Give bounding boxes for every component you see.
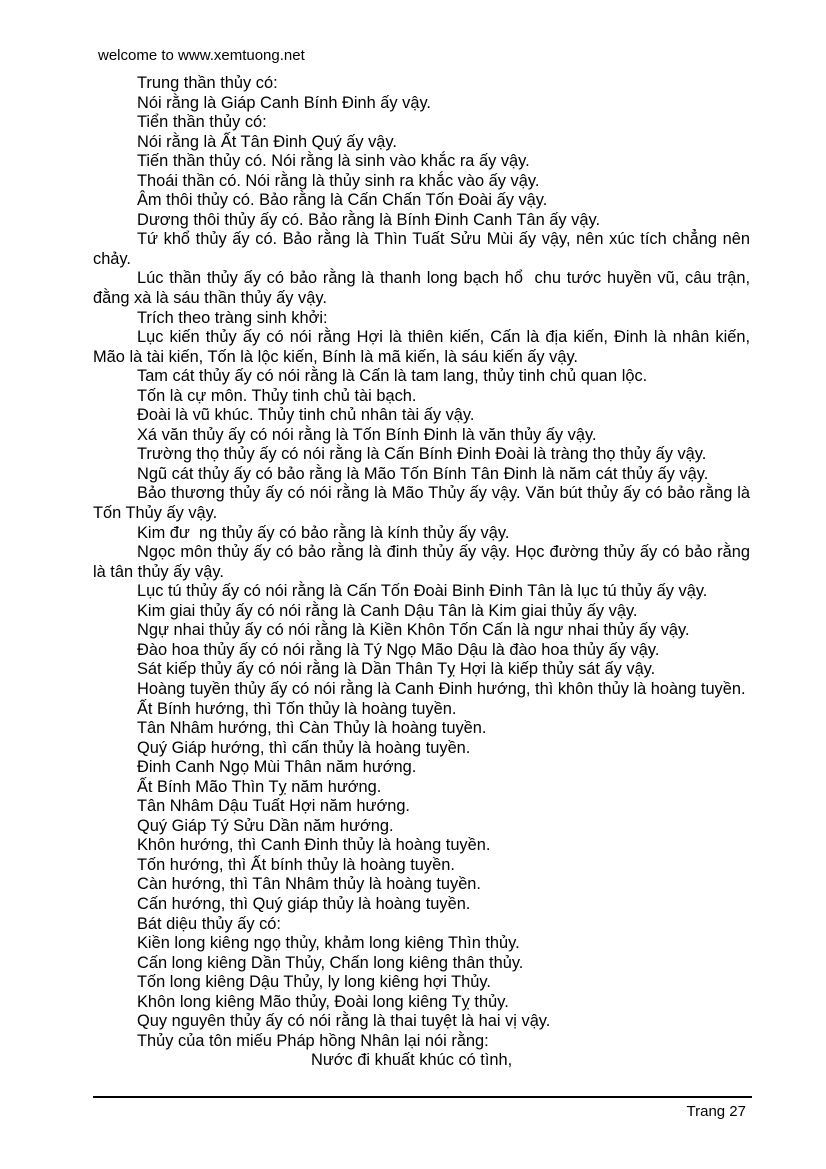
paragraph: Đinh Canh Ngọ Mùi Thân năm hướng. <box>137 758 417 777</box>
paragraph: Thủy của tôn miếu Pháp hồng Nhân lại nói rằng: <box>137 1031 489 1050</box>
paragraph: Lục kiến thủy ấy có nói rằng Hợi là thiên kiến, Cấn là địa kiến, Đinh là nhân kiến, Mão là tài kiến, Tốn là lộc kiến, Bính là mã kiến, là sáu kiến ấy vậy. <box>93 328 750 366</box>
paragraph: Lúc thần thủy ấy có bảo rằng là thanh long bạch hổ chu tước huyền vũ, câu trận, đằng xà là sáu thần thủy ấy vậy. <box>93 269 750 308</box>
paragraph: Quý Giáp hướng, thì cấn thủy là hoàng tuyền. <box>137 738 471 757</box>
paragraph: Khôn hướng, thì Canh Đinh thủy là hoàng tuyền. <box>137 836 491 855</box>
paragraph: Âm thôi thủy có. Bảo rằng là Cấn Chấn Tốn Đoài ấy vậy. <box>137 191 548 210</box>
paragraph: Tân Nhâm hướng, thì Càn Thủy là hoàng tuyền. <box>137 719 487 738</box>
paragraph: Sát kiếp thủy ấy có nói rằng là Dần Thân Tỵ Hợi là kiếp thủy sát ấy vậy. <box>137 660 656 679</box>
paragraph: Lục tú thủy ấy có nói rằng là Cấn Tốn Đoài Binh Đinh Tân là lục tú thủy ấy vậy. <box>137 582 708 601</box>
paragraph: Kiền long kiêng ngọ thủy, khảm long kiêng Thìn thủy. <box>137 934 520 953</box>
paragraph: Cấn long kiêng Dần Thủy, Chấn long kiêng thân thủy. <box>137 953 524 972</box>
paragraph: Tam cát thủy ấy có nói rằng là Cấn là tam lang, thủy tinh chủ quan lộc. <box>137 367 648 386</box>
paragraph: Kim đư ng thủy ấy có bảo rằng là kính thủy ấy vậy. <box>137 523 510 542</box>
site-header-text: welcome to www.xemtuong.net <box>98 47 305 64</box>
document-body <box>93 74 750 1071</box>
paragraph: Dương thôi thủy ấy có. Bảo rằng là Bính Đinh Canh Tân ấy vậy. <box>137 210 601 229</box>
paragraph: Ất Bính Mão Thìn Tỵ năm hướng. <box>137 777 382 796</box>
paragraph: Tốn là cự môn. Thủy tinh chủ tài bạch. <box>137 386 417 405</box>
paragraph: Bảo thương thủy ấy có nói rằng là Mão Thủy ấy vậy. Văn bút thủy ấy có bảo rằng là Tốn Thủy ấy vậy. <box>93 484 750 523</box>
paragraph: Đoài là vũ khúc. Thủy tinh chủ nhân tài ấy vậy. <box>137 406 475 425</box>
paragraph: Kim giai thủy ấy có nói rằng là Canh Dậu Tân là Kim giai thủy ấy vậy. <box>137 601 638 620</box>
paragraph: Xá văn thủy ấy có nói rằng là Tốn Bính Đinh là văn thủy ấy vậy. <box>137 425 597 444</box>
paragraph: Trường thọ thủy ấy có nói rằng là Cấn Bính Đinh Đoài là tràng thọ thủy ấy vậy. <box>137 445 707 464</box>
paragraph: Tân Nhâm Dậu Tuất Hợi năm hướng. <box>137 797 410 816</box>
paragraph: Bát diệu thủy ấy có: <box>137 914 281 933</box>
paragraph: Quy nguyên thủy ấy có nói rằng là thai tuyệt là hai vị vậy. <box>137 1012 551 1031</box>
paragraph: Tiển thần thủy có: <box>137 113 267 132</box>
paragraph: Trung thần thủy có: <box>137 74 278 92</box>
paragraph: Ngự nhai thủy ấy có nói rằng là Kiền Khôn Tốn Cấn là ngư nhai thủy ấy vậy. <box>137 621 690 640</box>
paragraph: Tứ khổ thủy ấy có. Bảo rằng là Thìn Tuất Sửu Mùi ấy vậy, nên xúc tích chẳng nên chảy. <box>93 230 750 268</box>
paragraph: Tốn long kiêng Dậu Thủy, ly long kiêng hợi Thủy. <box>137 973 491 992</box>
paragraph: Tiến thần thủy có. Nói rằng là sinh vào khắc ra ấy vậy. <box>137 152 530 171</box>
paragraph: Khôn long kiêng Mão thủy, Đoài long kiêng Tỵ thủy. <box>137 992 509 1011</box>
paragraph: Quý Giáp Tý Sửu Dần năm hướng. <box>137 816 394 835</box>
paragraph: Ngọc môn thủy ấy có bảo rằng là đinh thủy ấy vậy. Học đường thủy ấy có bảo rằng là tân thủy ấy vậy. <box>93 543 750 581</box>
paragraph: Càn hướng, thì Tân Nhâm thủy là hoàng tuyền. <box>137 875 481 894</box>
paragraph: Cấn hướng, thì Quý giáp thủy là hoàng tuyền. <box>137 894 471 913</box>
paragraph: Đào hoa thủy ấy có nói rằng là Tý Ngọ Mão Dậu là đào hoa thủy ấy vậy. <box>137 640 660 659</box>
paragraph: Thoái thần có. Nói rằng là thủy sinh ra khắc vào ấy vậy. <box>137 171 540 190</box>
footer-divider <box>93 1096 752 1098</box>
paragraph: Hoàng tuyền thủy ấy có nói rằng là Canh Đinh hướng, thì khôn thủy là hoàng tuyền. <box>137 679 746 698</box>
verse-line: Nước đi khuất khúc có tình, <box>311 1051 513 1070</box>
paragraph: Ất Bính hướng, thì Tốn thủy là hoàng tuyền. <box>137 699 457 718</box>
paragraph: Nói rằng là Giáp Canh Bính Đinh ấy vậy. <box>137 93 431 112</box>
paragraph: Ngũ cát thủy ấy có bảo rằng là Mão Tốn Bính Tân Đinh là năm cát thủy ấy vậy. <box>137 464 709 483</box>
paragraph: Trích theo tràng sinh khởi: <box>137 308 328 327</box>
paragraph: Nói rằng là Ất Tân Đinh Quý ấy vậy. <box>137 132 397 151</box>
page-number: Trang 27 <box>686 1103 746 1120</box>
paragraph: Tốn hướng, thì Ất bính thủy là hoàng tuyền. <box>137 855 455 874</box>
